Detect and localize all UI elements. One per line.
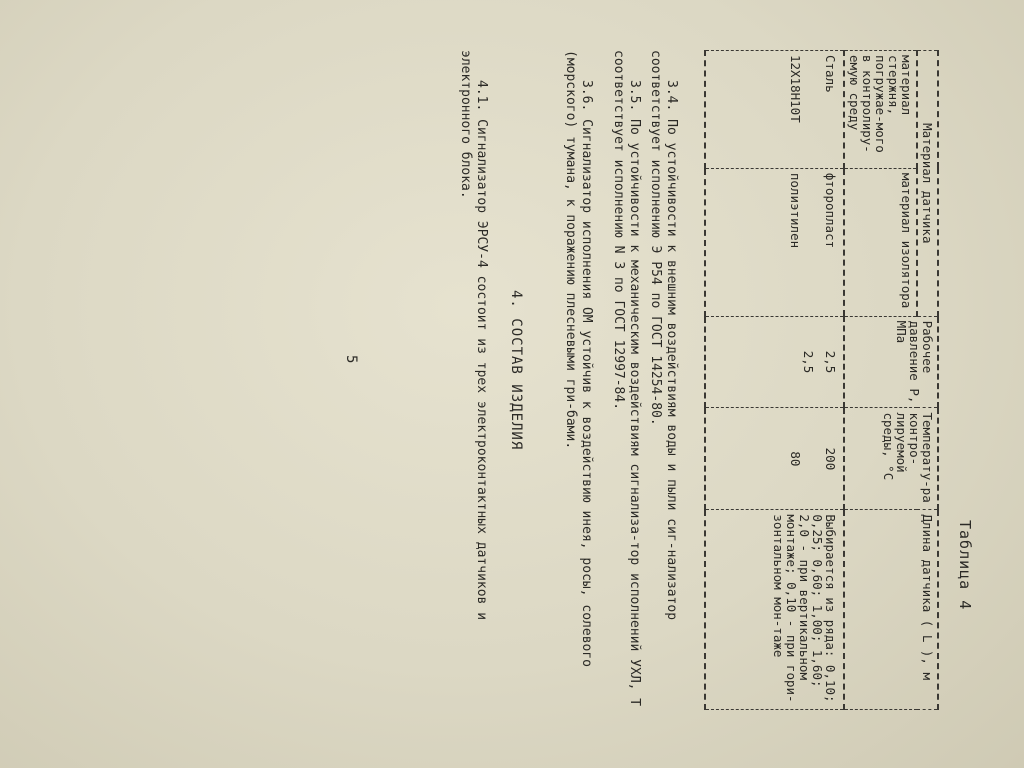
cell-pressure [705, 316, 844, 408]
paragraph-3-4: 3.4. По устойчивости к внешним воздействиям воды и пыли сиг-нализатор соответствует исполнению Э Р54 по ГОСТ 14254-80. [648, 50, 679, 621]
paragraph-3-6: 3.6. Сигнализатор исполнения ОМ устойчив к воздействию инея, росы, солевого (морского) тумана, к поражению плесневыми гри-бами. [563, 50, 594, 667]
spec-table [704, 50, 939, 710]
header-temperature: Температу-ра контро-лируемой среды, °С [844, 408, 938, 510]
temperature-1: 200 [823, 447, 838, 471]
pressure-1: 2,5 [823, 350, 838, 374]
cell-insulator-material [705, 168, 844, 316]
insulator-material-2: полиэтилен [788, 172, 803, 249]
paragraph-3-5: 3.5. По устойчивости к механическим воздействиям сигнализа-тор исполнений УХЛ, Т соответствует исполнению N 3 по ГОСТ 12997-84. [611, 50, 642, 707]
header-pressure: Рабочее давление Р, МПа [844, 316, 938, 408]
rod-material-1: Сталь [823, 55, 838, 93]
insulator-material-1: фторопласт [823, 172, 838, 249]
spec-table-container [704, 50, 939, 710]
cell-rod-material [705, 51, 844, 169]
header-rod-material: материал стержня, погружае-мого в контролиру-емую среду [844, 51, 917, 169]
header-length: Длина датчика ( L ), м [844, 510, 938, 710]
section-title: 4. СОСТАВ ИЗДЕЛИЯ [508, 290, 524, 451]
temperature-2: 80 [788, 451, 803, 467]
table-row [705, 51, 844, 710]
pressure-2: 2,5 [801, 350, 816, 374]
cell-temperature [705, 408, 844, 510]
cell-length: Выбирается из ряда: 0,10; 0,25; 0,60; 1,00; 1,60; 2,0 - при вертикальном монтаже; 0,10 - при гори-зонтальном мон-таже [705, 510, 844, 710]
header-insulator-material: материал изолятора [844, 168, 917, 316]
header-sensor-material: Материал датчика [917, 51, 938, 317]
paragraph-4-1: 4.1. Сигнализатор ЭРСУ-4 состоит из трех электроконтактных датчиков и электронного блока. [458, 50, 489, 621]
rod-material-2: 12Х18Н10Т [788, 55, 803, 123]
table-label: Таблица 4 [956, 520, 974, 611]
page-number: 5 [343, 355, 359, 364]
table-header-row [917, 51, 938, 710]
